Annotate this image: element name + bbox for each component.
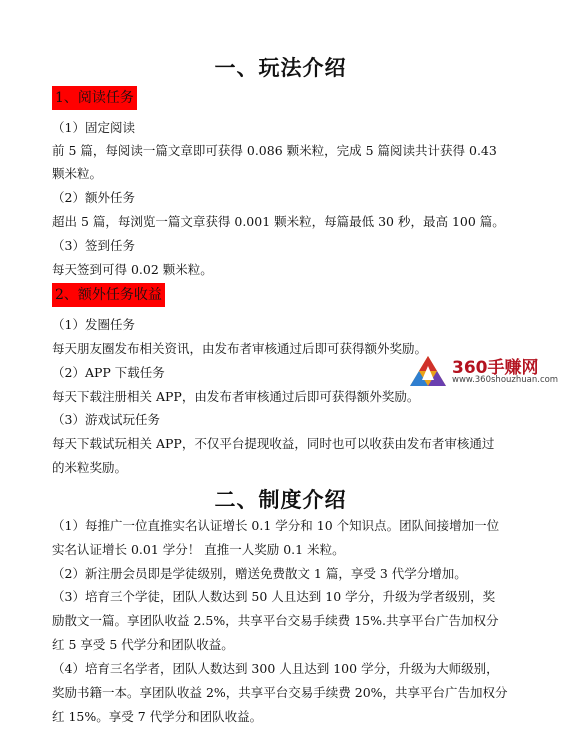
- rule4-line1: （4）培育三名学者，团队人数达到 300 人且达到 100 学分，升级为大师级别，: [52, 661, 499, 676]
- rule3-line3: 红 5 享受 5 代学分和团队收益。: [52, 637, 234, 652]
- task2-sub2-line1: 每天下载注册相关 APP，由发布者审核通过后即可获得额外奖励。: [52, 389, 420, 404]
- watermark: [408, 350, 558, 392]
- task1-sub2-line1: 超出 5 篇，每浏览一篇文章获得 0.001 颗米粒，每篇最低 30 秒，最高 100 篇。: [52, 214, 505, 229]
- task2-sub3: （3）游戏试玩任务: [52, 412, 160, 427]
- rule1-line1: （1）每推广一位直推实名认证增长 0.1 学分和 10 个知识点。团队间接增加一位: [52, 518, 500, 533]
- task1-sub2: （2）额外任务: [52, 190, 135, 205]
- task1-sub1: （1）固定阅读: [52, 120, 135, 135]
- rule1-line2: 实名认证增长 0.01 学分！ 直推一人奖励 0.1 米粒。: [52, 542, 345, 557]
- watermark-name: 360手赚网: [452, 358, 539, 378]
- task2-sub1-line1: 每天朋友圈发布相关资讯，由发布者审核通过后即可获得额外奖励。: [52, 341, 428, 356]
- task2-sub3-line2: 的米粒奖励。: [52, 460, 128, 475]
- triangle-logo-icon: [408, 354, 448, 388]
- task1-heading: 1、阅读任务: [52, 86, 137, 110]
- rule3-line2: 励散文一篇。享团队收益 2.5%，共享平台交易手续费 15%.共享平台广告加权分: [52, 613, 499, 628]
- section2-title: 二、制度介绍: [214, 488, 347, 512]
- task1-sub1-line2: 颗米粒。: [52, 166, 103, 181]
- task1-sub3: （3）签到任务: [52, 238, 135, 253]
- task1-sub1-line1: 前 5 篇，每阅读一篇文章即可获得 0.086 颗米粒，完成 5 篇阅读共计获得 0.43: [52, 143, 497, 158]
- task2-sub1: （1）发圈任务: [52, 317, 135, 332]
- rule2-line1: （2）新注册会员即是学徒级别，赠送免费散文 1 篇，享受 3 代学分增加。: [52, 566, 467, 581]
- section1-title: 一、玩法介绍: [214, 56, 347, 80]
- watermark-url: www.360shouzhuan.com: [452, 375, 559, 385]
- task2-heading: 2、额外任务收益: [52, 283, 165, 307]
- rule3-line1: （3）培育三个学徒，团队人数达到 50 人且达到 10 学分，升级为学者级别，奖: [52, 589, 496, 604]
- task2-sub3-line1: 每天下载试玩相关 APP，不仅平台提现收益，同时也可以收获由发布者审核通过: [52, 436, 495, 451]
- task2-sub2: （2）APP 下载任务: [52, 365, 165, 380]
- rule4-line3: 红 15%。享受 7 代学分和团队收益。: [52, 709, 263, 724]
- rule4-line2: 奖励书籍一本。享团队收益 2%，共享平台交易手续费 20%，共享平台广告加权分: [52, 685, 508, 700]
- task1-sub3-line1: 每天签到可得 0.02 颗米粒。: [52, 262, 213, 277]
